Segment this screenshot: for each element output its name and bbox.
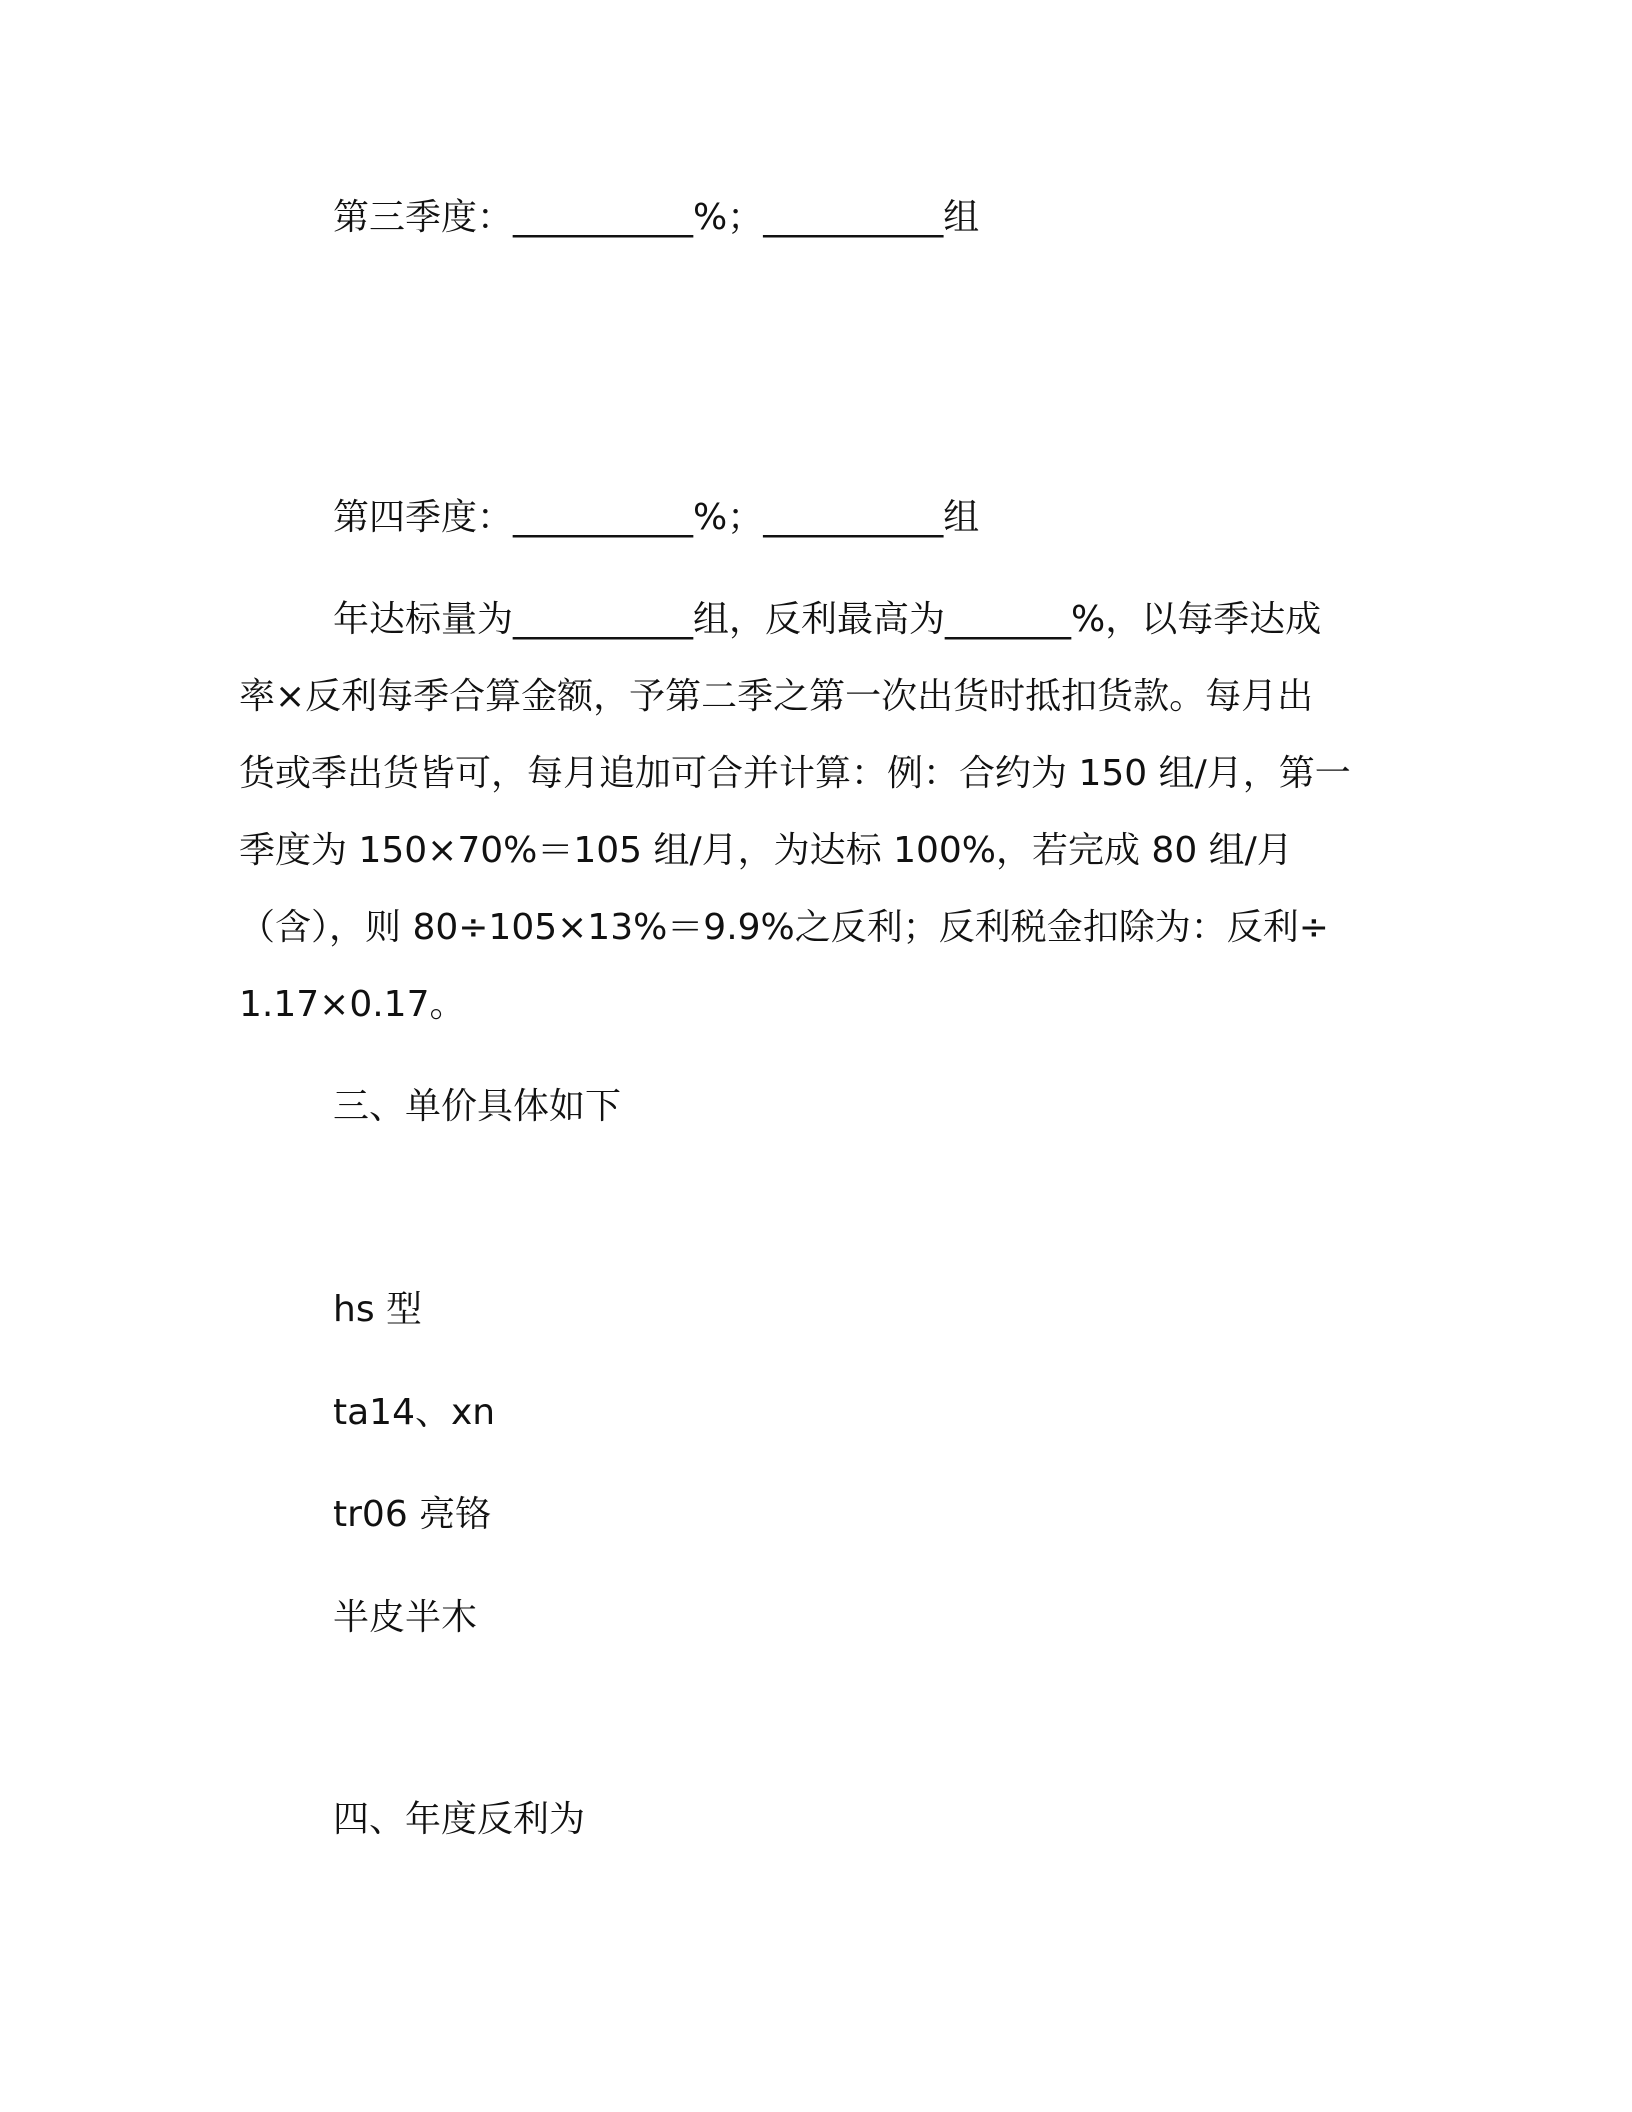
paragraph-line-3: 货或季出货皆可，每月追加可合并计算：例：合约为 150 组/月，第一 [239,753,1351,794]
list-item: ta14、xn [333,1392,496,1433]
q4-quota-line: 第四季度：__________%；__________组 [333,497,980,538]
list-item: 半皮半木 [333,1597,478,1638]
paragraph-line-6: 1.17×0.17。 [239,984,466,1025]
q3-quota-line: 第三季度：__________%；__________组 [333,197,980,238]
paragraph-line-4: 季度为 150×70%＝105 组/月，为达标 100%，若完成 80 组/月 [239,830,1293,871]
list-item: hs 型 [333,1289,423,1330]
section-4-heading: 四、年度反利为 [333,1799,586,1840]
paragraph-line-2: 率×反利每季合算金额，予第二季之第一次出货时抵扣货款。每月出 [239,676,1314,717]
section-3-heading: 三、单价具体如下 [333,1086,622,1127]
list-item: tr06 亮铬 [333,1494,492,1535]
paragraph-line-5: （含），则 80÷105×13%＝9.9%之反利；反利税金扣除为：反利÷ [239,907,1329,948]
paragraph-line-1: 年达标量为__________组，反利最高为_______%，以每季达成 [333,599,1322,640]
